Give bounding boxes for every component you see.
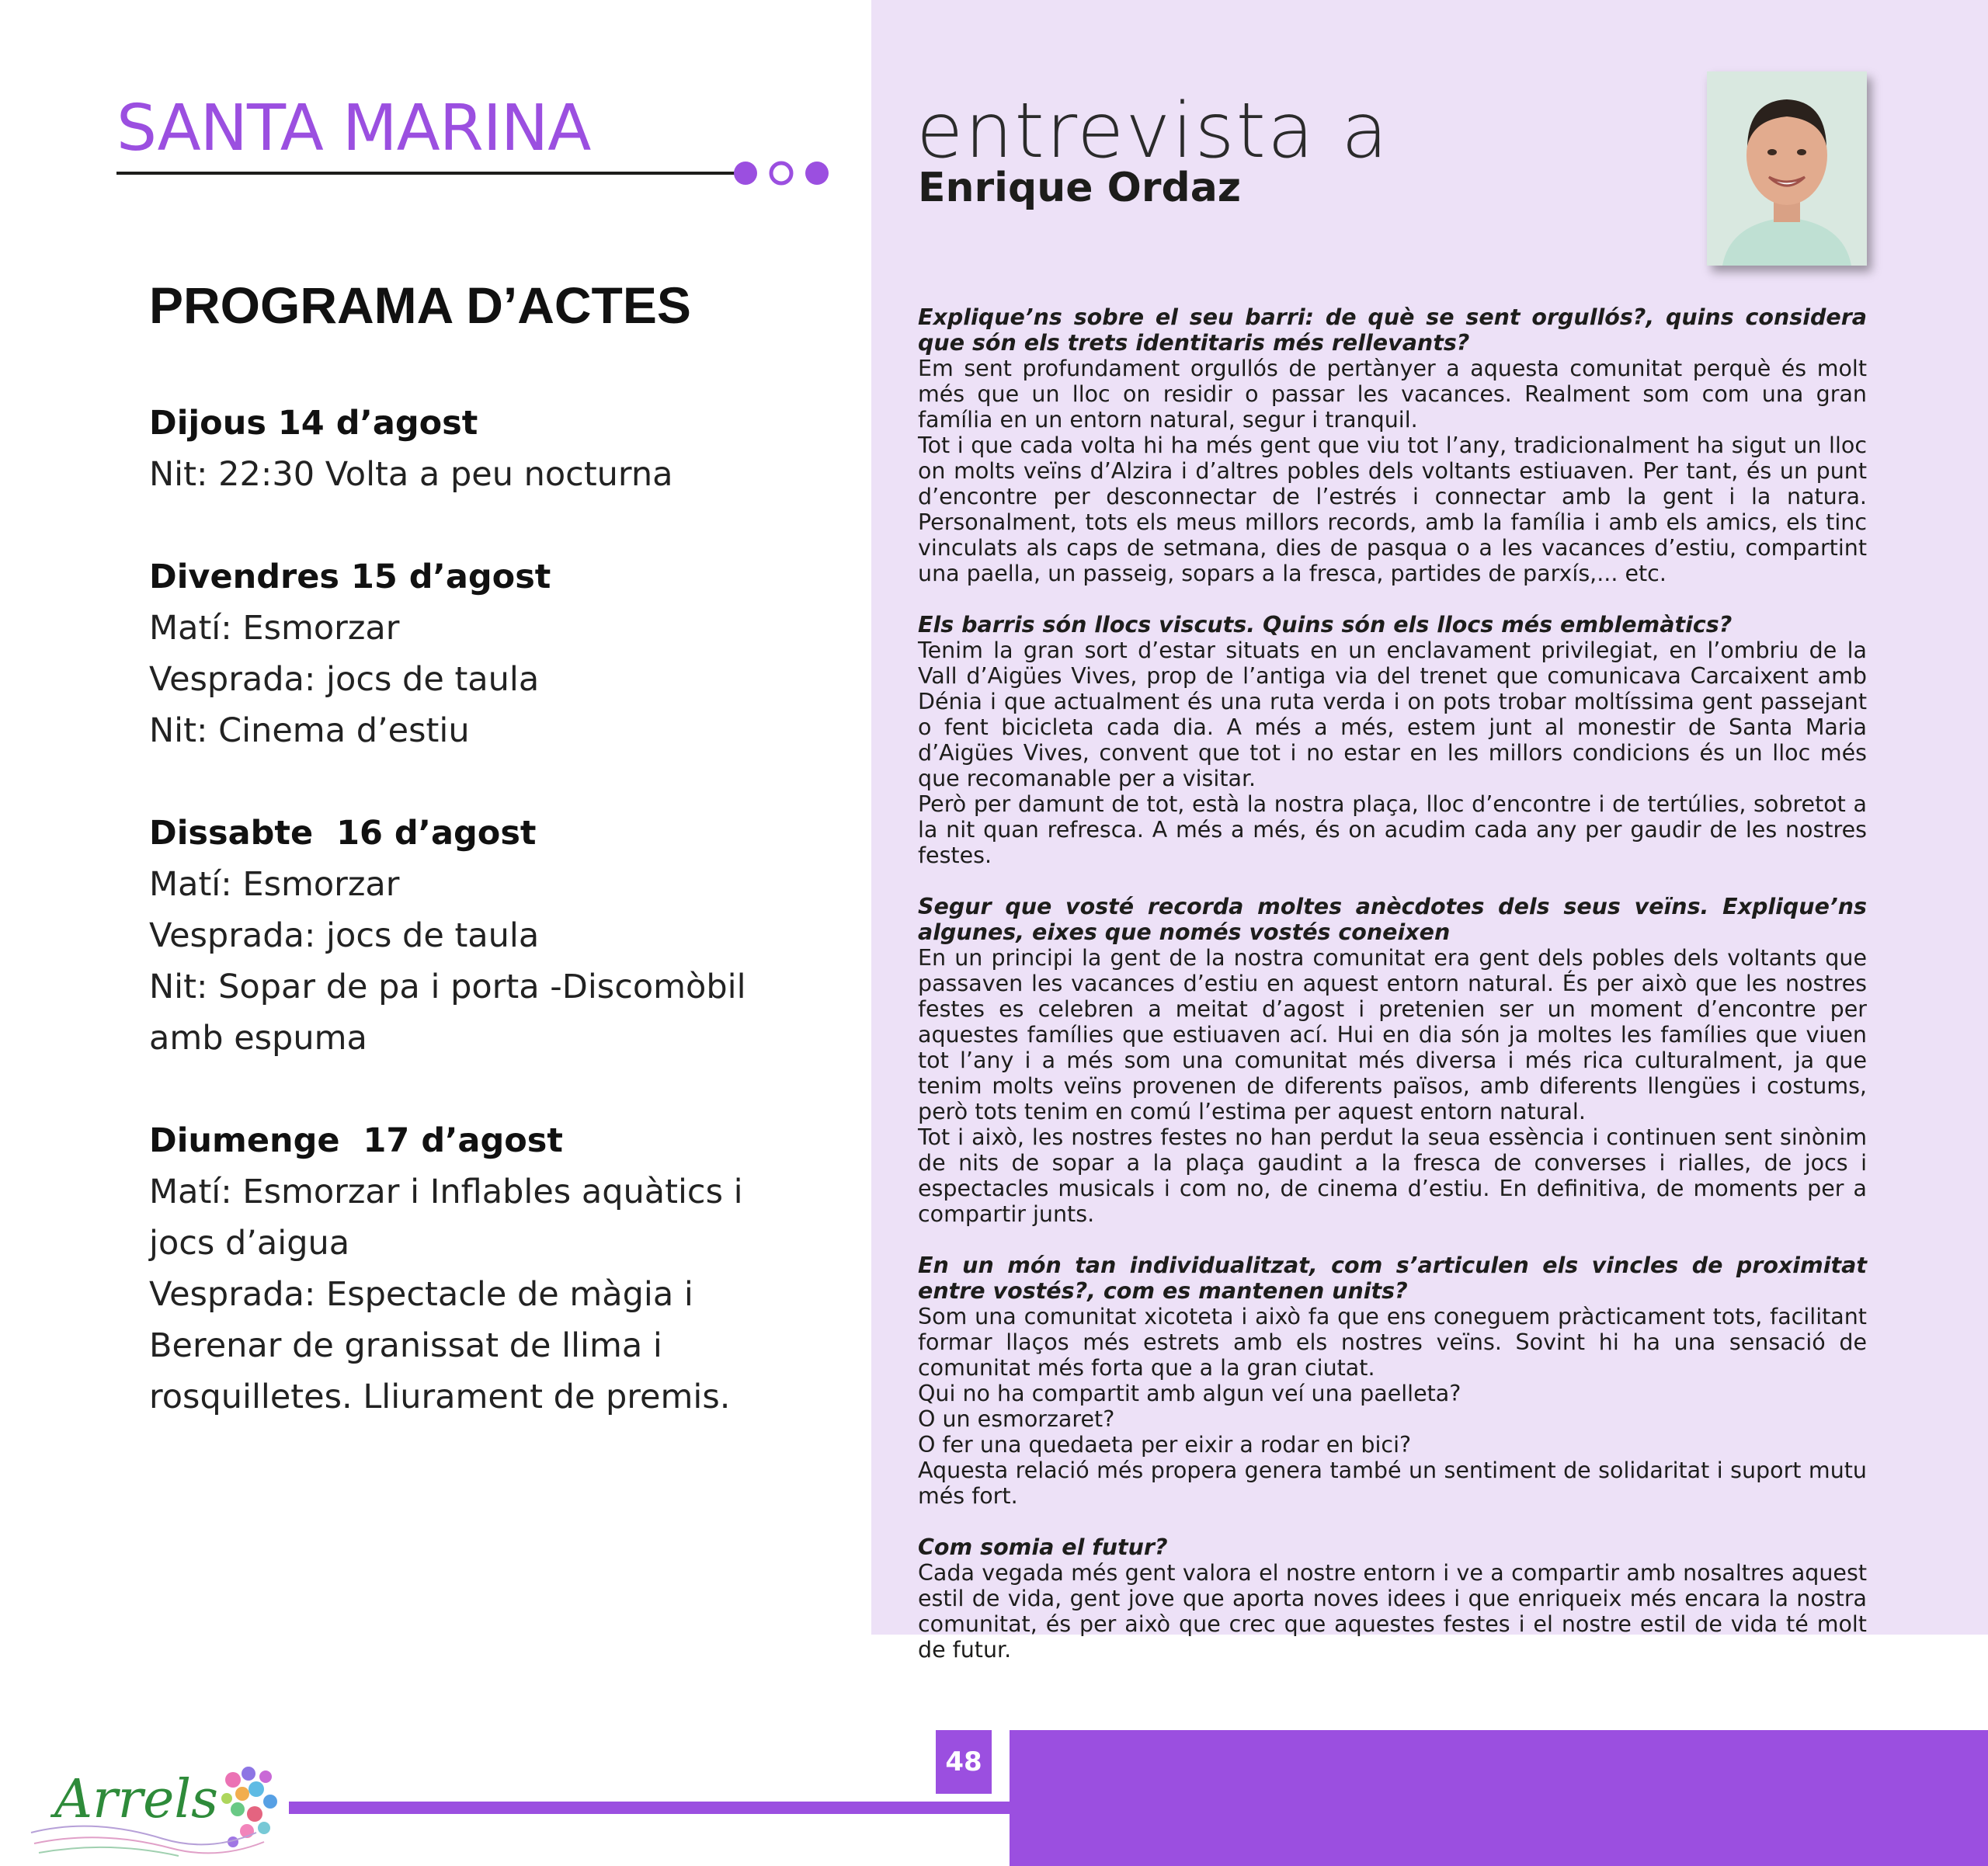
day-activity: Vesprada: Espectacle de màgia i Berenar de granissat de llima i rosquilletes. Lliurament de premis. xyxy=(149,1275,731,1416)
qa-block xyxy=(918,1253,1867,1509)
decorative-dots-icon xyxy=(730,158,870,189)
answer-paragraph: Aquesta relació més propera genera també un sentiment de solidaritat i suport mutu més fort. xyxy=(918,1458,1867,1509)
qa-block xyxy=(918,612,1867,868)
logo-text: Arrels xyxy=(54,1769,219,1830)
day-activity: Nit: Sopar de pa i porta -Discomòbil amb espuma xyxy=(149,968,746,1058)
answer-paragraph: Tot i això, les nostres festes no han perdut la seua essència i continuen sent sinònim de nits de sopar a la plaça gaudint a la fresca de converses i rialles, de jocs i espectacles musicals i com no, de cinema d’estiu. En definitiva, de moments per a compartir junts. xyxy=(918,1124,1867,1227)
question: Explique’ns sobre el seu barri: de què se sent orgullós?, quins considera que són els trets identitaris més rellevants? xyxy=(918,304,1867,356)
day-title: Diumenge 17 d’agost xyxy=(149,1121,563,1160)
question: Els barris són llocs viscuts. Quins són els llocs més emblemàtics? xyxy=(918,612,1733,638)
question: En un món tan individualitzat, com s’articulen els vincles de proximitat entre vostés?, com es mantenen units? xyxy=(918,1253,1867,1304)
day-activity: Matí: Esmorzar xyxy=(149,609,400,648)
day-activity: Vesprada: jocs de taula xyxy=(149,660,540,699)
qa-block xyxy=(918,1534,1867,1663)
page-number: 48 xyxy=(936,1730,992,1794)
footer-bar xyxy=(1010,1730,1988,1866)
interview-article xyxy=(918,304,1867,1688)
interview-label: entrevista a xyxy=(916,87,1390,175)
qa-block xyxy=(918,304,1867,586)
answer-paragraph: O un esmorzaret? xyxy=(918,1406,1115,1432)
answer-paragraph: Som una comunitat xicoteta i això fa que ens coneguem pràcticament tots, facilitant formar llaços més estrets amb els nostres veïns. Sovint hi ha una sensació de comunitat més forta que a la gran ciutat. xyxy=(918,1304,1867,1381)
day-activity: Nit: 22:30 Volta a peu nocturna xyxy=(149,455,673,494)
answer-paragraph: O fer una quedaeta per eixir a rodar en bici? xyxy=(918,1432,1412,1458)
day-entry xyxy=(149,398,801,500)
qa-block xyxy=(918,894,1867,1227)
question: Segur que vosté recorda moltes anècdotes dels seus veïns. Explique’ns algunes, eixes que només vostés coneixen xyxy=(918,894,1867,945)
day-activity: Nit: Cinema d’estiu xyxy=(149,711,470,750)
answer-paragraph: Qui no ha compartit amb algun veí una paelleta? xyxy=(918,1381,1461,1406)
day-entry xyxy=(149,1115,801,1423)
day-activity: Vesprada: jocs de taula xyxy=(149,916,540,955)
question: Com somia el futur? xyxy=(918,1534,1168,1560)
day-activity: Matí: Esmorzar xyxy=(149,865,400,904)
answer-paragraph: Tot i que cada volta hi ha més gent que viu tot l’any, tradicionalment ha sigut un lloc on molts veïns d’Alzira i d’altres pobles dels voltants estiuaven. Per tant, és un punt d’encontre per desconnectar de l’estrés i connectar amb la gent i la natura. Personalment, tots els meus millors records, amb la família i amb els amics, els tinc vinculats als caps de setmana, dies de pasqua o a les vacances d’estiu, compartint una paella, un passeig, sopars a la fresca, partides de parxís,... etc. xyxy=(918,433,1867,586)
person-icon xyxy=(1707,71,1867,266)
answer-paragraph: Cada vegada més gent valora el nostre entorn i ve a compartir amb nosaltres aquest estil de vida, gent jove que aporta noves idees i que enriqueix més encara la nostra comunitat, és per això que crec que aquestes festes i el nostre estil de vida té molt de futur. xyxy=(918,1560,1867,1663)
answer-paragraph: Em sent profundament orgullós de pertànyer a aquesta comunitat perquè és molt més que un lloc on residir o passar les vacances. Realment som com una gran família en un entorn natural, segur i tranquil. xyxy=(918,356,1867,433)
day-entry xyxy=(149,551,801,756)
day-title: Dissabte 16 d’agost xyxy=(149,814,537,853)
program-list xyxy=(149,398,801,1474)
answer-paragraph: Però per damunt de tot, està la nostra plaça, lloc d’encontre i de tertúlies, sobretot a la nit quan refresca. A més a més, és on acudim cada any per gaudir de les nostres festes. xyxy=(918,791,1867,868)
day-title: Divendres 15 d’agost xyxy=(149,558,551,596)
day-activity: Matí: Esmorzar i Inflables aquàtics i jocs d’aigua xyxy=(149,1173,743,1263)
arrels-logo-icon xyxy=(23,1739,287,1864)
portrait-photo xyxy=(1707,71,1867,266)
answer-paragraph: En un principi la gent de la nostra comunitat era gent dels pobles dels voltants que passaven les vacances d’estiu en aquest entorn natural. És per això que les nostres festes es celebren a meitat d’agost i pretenien ser un moment d’encontre per aquestes famílies que estiuaven ací. Hui en dia són ja moltes les famílies que viuen tot l’any i a més som una comunitat més diversa i més rica culturalment, ja que tenim molts veïns provenen de diferents països, amb diferents llengües i costums, però tots tenim en comú l’estima per aquest entorn natural. xyxy=(918,945,1867,1124)
answer-paragraph: Tenim la gran sort d’estar situats en un enclavament privilegiat, en l’ombriu de la Vall d’Aigües Vives, prop de l’antiga via del trenet que comunicava Carcaixent amb Dénia i que actualment és una ruta verda i on pots trobar moltíssima gent passejant o fent bicicleta cada dia. A més a més, estem junt al monestir de Santa Maria d’Aigües Vives, convent que tot i no estar en les millors condicions és un lloc més que recomanable per a visitar. xyxy=(918,638,1867,791)
day-title: Dijous 14 d’agost xyxy=(149,404,478,443)
program-heading: PROGRAMA D’ACTES xyxy=(149,276,691,334)
day-entry xyxy=(149,808,801,1064)
interviewee-name: Enrique Ordaz xyxy=(918,165,1242,211)
footer-line xyxy=(289,1802,1196,1814)
title-rule xyxy=(116,172,738,175)
section-title: SANTA MARINA xyxy=(116,92,591,165)
